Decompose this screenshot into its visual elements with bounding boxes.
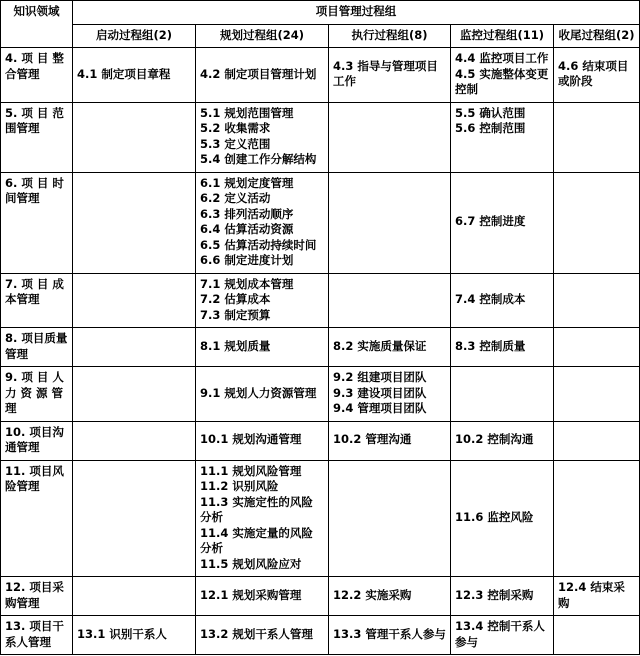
- process-cell-executing: [329, 367, 451, 422]
- process-cell-initiating: [73, 273, 196, 328]
- process-cell-closing: [554, 48, 640, 103]
- process-cell-monitoring: [451, 616, 554, 655]
- process-cell-executing: [329, 421, 451, 460]
- group-header-planning: 规划过程组(24): [196, 24, 329, 48]
- process-item: 4.6 结束项目或阶段: [558, 58, 629, 89]
- process-cell-closing: [554, 172, 640, 273]
- process-cell-monitoring: [451, 460, 554, 577]
- group-header-closing: 收尾过程组(2): [554, 24, 640, 48]
- table-body: [1, 48, 640, 655]
- knowledge-area-cell: 10. 项目沟通管理: [1, 421, 73, 460]
- process-cell-closing: [554, 577, 640, 616]
- process-item: 4.4 监控项目工作: [455, 51, 549, 65]
- process-item: 10.2 管理沟通: [333, 432, 412, 447]
- knowledge-area-cell: 11. 项目风险管理: [1, 460, 73, 577]
- process-cell-executing: [329, 172, 451, 273]
- process-item: 13.3 管理干系人参与: [333, 626, 446, 641]
- knowledge-area-cell: 9. 项 目 人力 资 源 管理: [1, 367, 73, 422]
- process-cell-monitoring: [451, 48, 554, 103]
- process-cell-initiating: [73, 48, 196, 103]
- process-cell-initiating: [73, 367, 196, 422]
- process-cell-planning: [196, 460, 329, 577]
- process-cell-closing: [554, 328, 640, 367]
- process-item: 4.2 制定项目管理计划: [200, 66, 317, 81]
- process-item: 9.4 管理项目团队: [333, 401, 427, 415]
- process-cell-planning: [196, 421, 329, 460]
- process-item: 6.1 规划定度管理: [200, 175, 294, 190]
- process-item: 5.3 定义范围: [200, 136, 271, 151]
- table-row: [1, 460, 640, 577]
- process-item: 9.3 建设项目团队: [333, 385, 427, 400]
- process-cell-monitoring: [451, 273, 554, 328]
- process-cell-executing: [329, 328, 451, 367]
- knowledge-area-cell: 6. 项 目 时间管理: [1, 172, 73, 273]
- table-row: [1, 102, 640, 172]
- process-cell-planning: [196, 172, 329, 273]
- process-item: 9.2 组建项目团队: [333, 370, 427, 384]
- knowledge-area-cell: 5. 项 目 范围管理: [1, 102, 73, 172]
- process-cell-executing: [329, 616, 451, 655]
- process-item: 7.1 规划成本管理: [200, 276, 294, 291]
- process-cell-monitoring: [451, 172, 554, 273]
- table-row: [1, 367, 640, 422]
- process-item: 5.2 收集需求: [200, 121, 271, 135]
- process-cell-closing: [554, 273, 640, 328]
- process-cell-planning: [196, 367, 329, 422]
- knowledge-area-cell: 13. 项目干系人管理: [1, 616, 73, 655]
- process-cell-planning: [196, 328, 329, 367]
- process-item: 12.3 控制采购: [455, 587, 534, 602]
- group-header-monitoring: 监控过程组(11): [451, 24, 554, 48]
- process-item: 11.5 规划风险应对: [200, 556, 302, 571]
- process-item: 6.2 定义活动: [200, 191, 271, 205]
- process-cell-initiating: [73, 577, 196, 616]
- process-item: 6.3 排列活动顺序: [200, 206, 294, 221]
- process-cell-planning: [196, 102, 329, 172]
- group-header-initiating: 启动过程组(2): [73, 24, 196, 48]
- process-cell-closing: [554, 421, 640, 460]
- process-cell-closing: [554, 460, 640, 577]
- process-cell-planning: [196, 273, 329, 328]
- knowledge-area-cell: 8. 项目质量管理: [1, 328, 73, 367]
- process-cell-monitoring: [451, 577, 554, 616]
- process-item: 12.2 实施采购: [333, 587, 412, 602]
- table-row: [1, 421, 640, 460]
- process-cell-initiating: [73, 460, 196, 577]
- knowledge-area-cell: 7. 项 目 成本管理: [1, 273, 73, 328]
- process-item: 5.1 规划范围管理: [200, 105, 294, 120]
- table-title: 项目管理过程组: [73, 1, 640, 25]
- group-header-executing: 执行过程组(8): [329, 24, 451, 48]
- process-item: 12.4 结束采购: [558, 580, 625, 610]
- table-row: [1, 172, 640, 273]
- process-item: 8.1 规划质量: [200, 338, 271, 353]
- process-item: 8.3 控制质量: [455, 338, 526, 353]
- process-item: 13.4 控制干系人参与: [455, 619, 545, 649]
- process-cell-executing: [329, 102, 451, 172]
- process-item: 6.5 估算活动持续时间: [200, 237, 317, 252]
- process-item: 7.3 制定预算: [200, 307, 271, 322]
- knowledge-area-cell: 4. 项 目 整合管理: [1, 48, 73, 103]
- process-cell-planning: [196, 616, 329, 655]
- process-item: 11.2 识别风险: [200, 479, 279, 493]
- process-cell-initiating: [73, 328, 196, 367]
- process-cell-executing: [329, 577, 451, 616]
- process-item: 4.3 指导与管理项目工作: [333, 58, 438, 89]
- process-cell-initiating: [73, 172, 196, 273]
- process-item: 7.2 估算成本: [200, 292, 271, 306]
- process-item: 11.4 实施定量的风险分析: [200, 525, 313, 555]
- process-cell-closing: [554, 616, 640, 655]
- process-item: 6.6 制定进度计划: [200, 253, 294, 267]
- process-cell-executing: [329, 273, 451, 328]
- process-item: 5.5 确认范围: [455, 105, 526, 120]
- process-item: 5.4 创建工作分解结构: [200, 152, 317, 166]
- knowledge-area-header: 知识领域: [1, 1, 73, 48]
- process-item: 13.2 规划干系人管理: [200, 626, 313, 641]
- table-row: [1, 48, 640, 103]
- process-item: 4.1 制定项目章程: [77, 66, 171, 81]
- process-cell-closing: [554, 102, 640, 172]
- process-item: 13.1 识别干系人: [77, 626, 167, 641]
- title-row: [1, 1, 640, 25]
- table-row: [1, 616, 640, 655]
- process-cell-initiating: [73, 616, 196, 655]
- process-item: 6.4 估算活动资源: [200, 222, 294, 236]
- process-item: 7.4 控制成本: [455, 292, 526, 306]
- table-row: [1, 328, 640, 367]
- process-item: 11.1 规划风险管理: [200, 463, 302, 478]
- process-item: 9.1 规划人力资源管理: [200, 385, 317, 400]
- process-cell-executing: [329, 48, 451, 103]
- process-cell-planning: [196, 48, 329, 103]
- process-item: 11.3 实施定性的风险分析: [200, 494, 313, 524]
- process-item: 8.2 实施质量保证: [333, 338, 427, 353]
- process-cell-monitoring: [451, 421, 554, 460]
- process-cell-closing: [554, 367, 640, 422]
- process-cell-monitoring: [451, 102, 554, 172]
- process-item: 10.2 控制沟通: [455, 432, 534, 447]
- process-cell-initiating: [73, 102, 196, 172]
- process-item: 12.1 规划采购管理: [200, 587, 302, 602]
- process-cell-executing: [329, 460, 451, 577]
- process-item: 11.6 监控风险: [455, 510, 534, 524]
- group-header-row: [1, 24, 640, 48]
- process-item: 5.6 控制范围: [455, 121, 526, 135]
- process-cell-monitoring: [451, 328, 554, 367]
- process-cell-monitoring: [451, 367, 554, 422]
- process-cell-planning: [196, 577, 329, 616]
- table-row: [1, 577, 640, 616]
- table-header: [1, 1, 640, 48]
- process-item: 6.7 控制进度: [455, 214, 526, 229]
- process-item: 10.1 规划沟通管理: [200, 432, 302, 447]
- knowledge-area-cell: 12. 项目采购管理: [1, 577, 73, 616]
- process-item: 4.5 实施整体变更控制: [455, 66, 549, 96]
- table-row: [1, 273, 640, 328]
- process-cell-initiating: [73, 421, 196, 460]
